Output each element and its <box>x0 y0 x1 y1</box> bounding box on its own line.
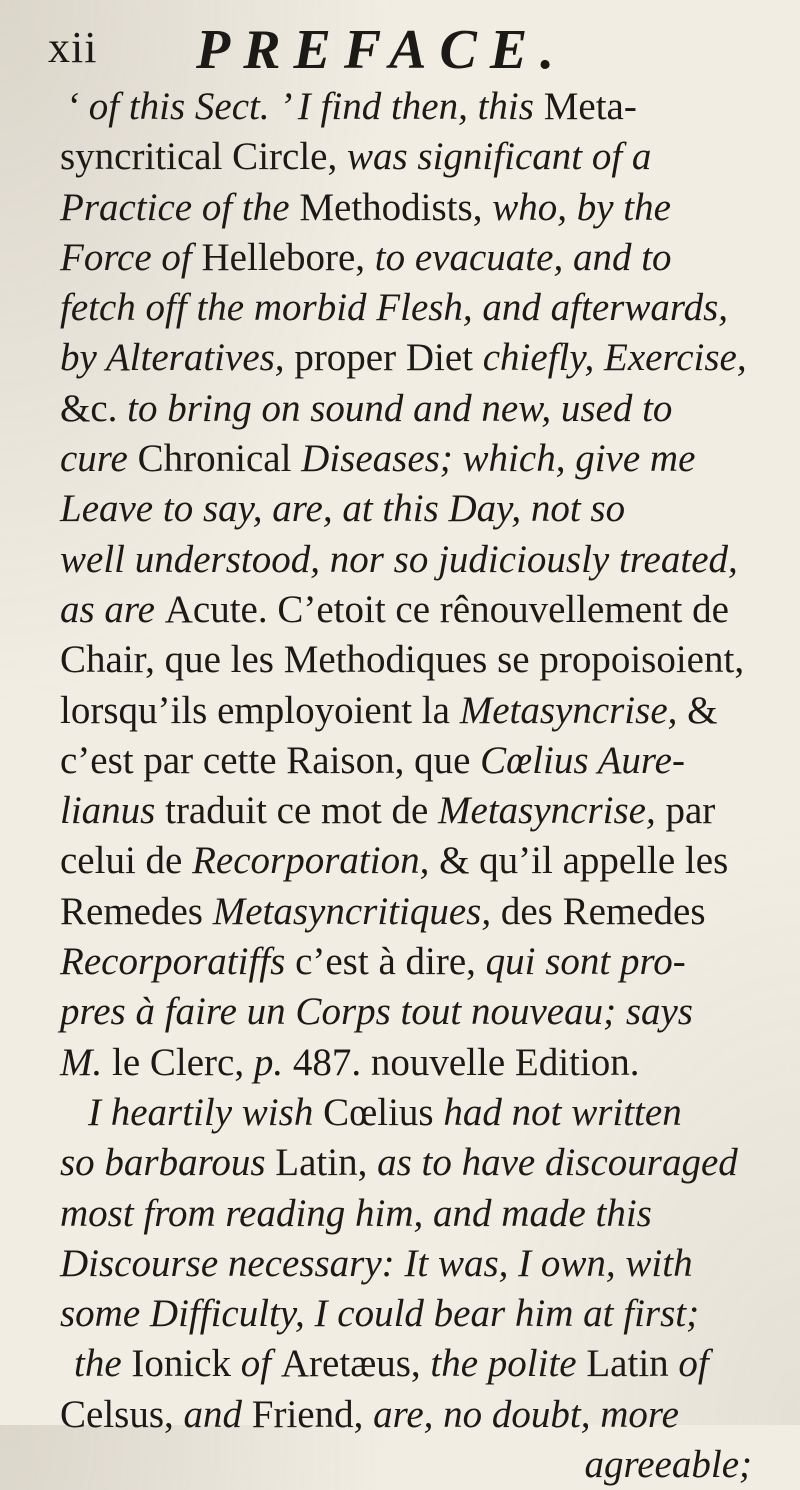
text-run: Chair, que les Methodiques se propoisoient, <box>60 638 745 682</box>
text-run: some Difficulty, I could bear him at first; <box>60 1292 700 1336</box>
text-run: Force of <box>60 235 202 279</box>
text-line <box>60 1289 780 1339</box>
text-run: des Remedes <box>500 889 706 933</box>
text-run: Cœlius <box>323 1090 444 1134</box>
text-run: of <box>678 1342 709 1386</box>
text-run: of <box>240 1342 281 1386</box>
text-run: Recorporatiffs <box>60 940 296 984</box>
text-line <box>60 1138 780 1188</box>
text-run: Recorporation, <box>192 839 440 883</box>
text-run: Methodists, <box>299 185 493 229</box>
text-line <box>60 82 780 132</box>
body-text <box>60 82 780 1490</box>
text-line <box>60 132 780 182</box>
text-run: Remedes <box>60 889 213 933</box>
text-run: as are <box>60 587 165 631</box>
text-run: Latin, <box>275 1141 378 1185</box>
text-run: Meta- <box>543 85 637 128</box>
text-line <box>60 736 780 786</box>
text-run: by Alteratives, <box>60 336 295 380</box>
text-line <box>60 1038 780 1088</box>
text-line <box>60 384 780 434</box>
text-line <box>60 1440 780 1490</box>
text-run: Hellebore, <box>201 235 375 279</box>
text-run: c’est à dire, <box>295 940 486 984</box>
text-run: 487. nouvelle Edition. <box>292 1040 640 1084</box>
text-run: Latin <box>586 1342 679 1386</box>
text-run: par <box>665 789 716 833</box>
text-run: most from reading him, and made this <box>60 1191 652 1235</box>
text-run: M. <box>60 1040 112 1084</box>
text-line <box>60 233 780 283</box>
text-line <box>60 987 780 1037</box>
text-run: Chronical <box>137 437 302 481</box>
text-line <box>60 585 780 635</box>
text-line <box>60 1239 780 1289</box>
text-line <box>60 1390 780 1440</box>
text-line <box>60 786 780 836</box>
text-line <box>60 635 780 685</box>
page-number: xii <box>48 23 98 72</box>
running-title: PREFACE. <box>196 19 568 81</box>
text-run: & <box>687 688 718 732</box>
text-run: Leave to say, are, at this Day, not so <box>60 487 626 531</box>
text-run: who, by the <box>492 185 671 229</box>
text-line <box>60 283 780 333</box>
text-run: Friend, <box>251 1392 374 1436</box>
text-run: to bring on sound and new, used to <box>127 386 673 430</box>
text-line <box>60 887 780 937</box>
text-line <box>60 1189 780 1239</box>
text-run: Metasyncrise, <box>459 688 688 732</box>
text-run: well understood, nor so judiciously treated, <box>60 537 738 581</box>
text-run: Practice of the <box>60 185 300 229</box>
text-run: ‘ of this Sect. ’ I find then, this <box>66 85 544 128</box>
text-run: Metasyncrise, <box>438 789 666 833</box>
text-run: Discourse necessary: It was, I own, with <box>60 1241 693 1285</box>
text-run: Cœlius Aure- <box>480 738 685 782</box>
text-run: I heartily wish <box>88 1090 324 1134</box>
text-line <box>60 333 780 383</box>
text-line <box>60 535 780 585</box>
text-run: had not written <box>443 1090 682 1134</box>
text-run: agreeable; <box>584 1443 752 1487</box>
text-run: to evacuate, and to <box>374 235 672 279</box>
text-line <box>60 836 780 886</box>
text-run: celui de <box>60 839 193 883</box>
text-run: and <box>183 1392 252 1436</box>
text-run: lorsqu’ils employoient la <box>60 688 460 732</box>
text-run: Ionick <box>131 1342 241 1386</box>
text-run: Aretæus, <box>280 1342 431 1386</box>
text-run: chiefly, Exercise, <box>482 336 747 380</box>
text-run: are, no doubt, more <box>373 1392 679 1436</box>
text-run: pres à faire un Corps tout nouveau; says <box>60 990 693 1034</box>
text-run: the <box>74 1342 132 1386</box>
page-header <box>48 16 608 80</box>
text-run: as to have discouraged <box>377 1141 738 1185</box>
text-run: le Clerc, <box>112 1040 254 1084</box>
text-line <box>60 183 780 233</box>
text-run: &c. <box>60 386 128 430</box>
text-run: c’est par cette Raison, que <box>60 738 481 782</box>
text-run: proper Diet <box>294 336 483 380</box>
text-run: fetch off the morbid Flesh, and afterwards, <box>60 286 729 330</box>
text-run: the polite <box>430 1342 587 1386</box>
text-line <box>60 434 780 484</box>
text-run: cure <box>60 437 138 481</box>
text-run: & qu’il appelle les <box>439 839 729 883</box>
text-run: qui sont pro- <box>485 940 686 984</box>
text-run: p. <box>253 1040 293 1084</box>
text-run: Diseases; which, give me <box>301 437 696 481</box>
text-line <box>60 484 780 534</box>
text-run: lianus <box>60 789 166 833</box>
text-run: Celsus, <box>60 1392 184 1436</box>
text-line <box>60 1339 780 1389</box>
text-line <box>60 686 780 736</box>
text-run: Acute. C’etoit ce rênouvellement de <box>164 587 729 631</box>
text-run: syncritical Circle, <box>60 135 347 179</box>
text-line <box>60 1088 780 1138</box>
text-run: Metasyncritiques, <box>212 889 501 933</box>
text-run: traduit ce mot de <box>165 789 439 833</box>
text-run: so barbarous <box>60 1141 276 1185</box>
text-run: was significant of a <box>346 135 652 179</box>
text-line <box>60 937 780 987</box>
